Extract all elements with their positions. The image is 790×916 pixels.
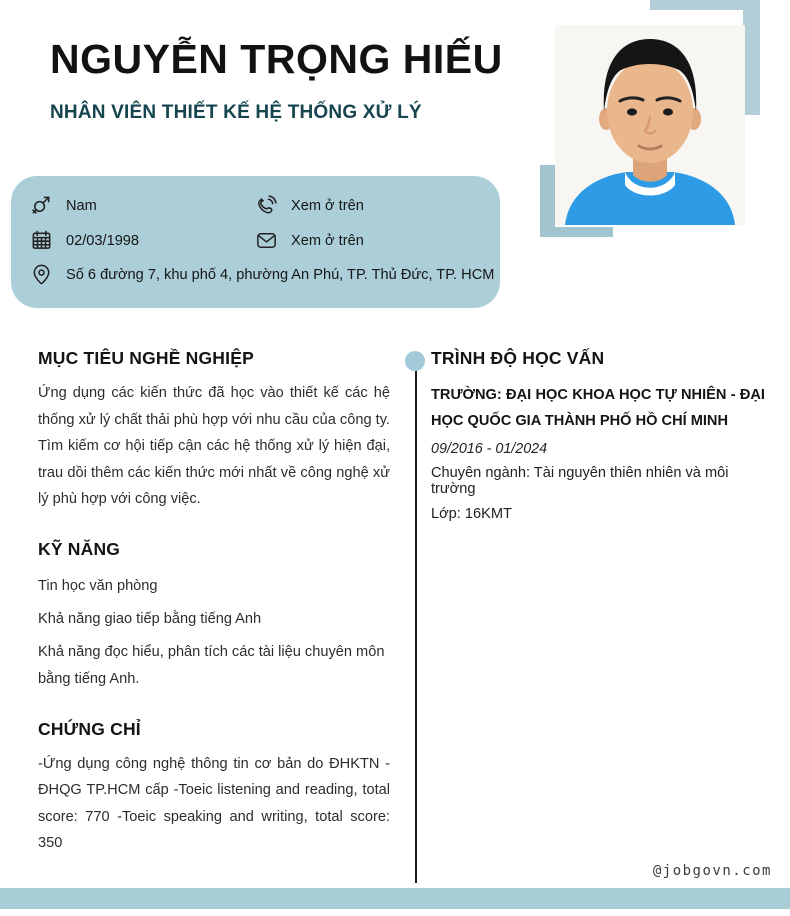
skill-item: Tin học văn phòng (38, 577, 158, 594)
contact-email-value: Xem ở trên (291, 232, 364, 249)
profile-photo (555, 25, 745, 225)
timeline-bullet (405, 351, 425, 371)
certificates-heading: CHỨNG CHỈ (38, 718, 141, 739)
section-objective (38, 348, 390, 513)
person-name: NGUYỄN TRỌNG HIẾU (50, 36, 503, 82)
contact-phone-value: Xem ở trên (291, 197, 364, 214)
contact-address-value: Số 6 đường 7, khu phố 4, phường An Phú, TP. Thủ Đức, TP. HCM (66, 266, 495, 283)
footer-bar (0, 888, 790, 909)
contact-birthday-value: 02/03/1998 (66, 232, 140, 249)
person-portrait-illustration (555, 25, 745, 225)
education-period: 09/2016 - 01/2024 (431, 441, 548, 457)
education-school: TRƯỜNG: ĐẠI HỌC KHOA HỌC TỰ NHIÊN - ĐẠI HỌC QUỐC GIA THÀNH PHỐ HỒ CHÍ MINH (431, 387, 765, 429)
phone-icon (255, 194, 278, 217)
section-certificates (38, 719, 390, 857)
certificates-body: -Ứng dụng công nghệ thông tin cơ bản do ĐHKTN - ĐHQG TP.HCM cấp -Toeic listening and reading, total score: 770 -Toeic speaking and writing, total score: 350 (38, 755, 390, 851)
section-education (431, 348, 765, 522)
right-column (431, 348, 765, 522)
location-icon (30, 263, 53, 286)
email-icon (255, 229, 278, 252)
gender-icon (30, 194, 53, 217)
contact-card (11, 176, 500, 308)
contact-item-gender (30, 194, 97, 217)
contact-item-phone (255, 194, 364, 217)
contact-item-address (30, 263, 494, 286)
calendar-icon (30, 229, 53, 252)
left-column (38, 348, 390, 857)
photo-frame-decoration-bottom-left (540, 227, 613, 237)
watermark: @jobgovn.com (652, 863, 772, 879)
objective-heading: MỤC TIÊU NGHỀ NGHIỆP (38, 348, 254, 368)
education-class: Lớp: 16KMT (431, 506, 512, 522)
section-skills (38, 539, 390, 693)
skills-heading: KỸ NĂNG (38, 538, 121, 559)
education-heading: TRÌNH ĐỘ HỌC VẤN (431, 348, 605, 368)
skill-item: Khả năng giao tiếp bằng tiếng Anh (38, 610, 262, 627)
objective-body: Ứng dụng các kiến thức đã học vào thiết kế các hệ thống xử lý chất thải phù hợp với nhu cầu của công ty. Tìm kiếm cơ hội tiếp cận các hệ thống xử lý hiện đại, trau dồi thêm các kiến thức mới nhất về công nghệ xử lý phù hợp với công việc. (38, 385, 390, 507)
education-major: Chuyên ngành: Tài nguyên thiên nhiên và môi trường (431, 465, 729, 497)
contact-item-birthday (30, 229, 139, 252)
contact-item-email (255, 229, 364, 252)
contact-gender-value: Nam (66, 197, 97, 214)
job-title: NHÂN VIÊN THIẾT KẾ HỆ THỐNG XỬ LÝ (50, 102, 422, 123)
skill-item: Khả năng đọc hiểu, phân tích các tài liệu chuyên môn bằng tiếng Anh. (38, 643, 385, 687)
photo-frame-decoration-top-right (743, 0, 760, 115)
column-divider-line (415, 370, 417, 883)
